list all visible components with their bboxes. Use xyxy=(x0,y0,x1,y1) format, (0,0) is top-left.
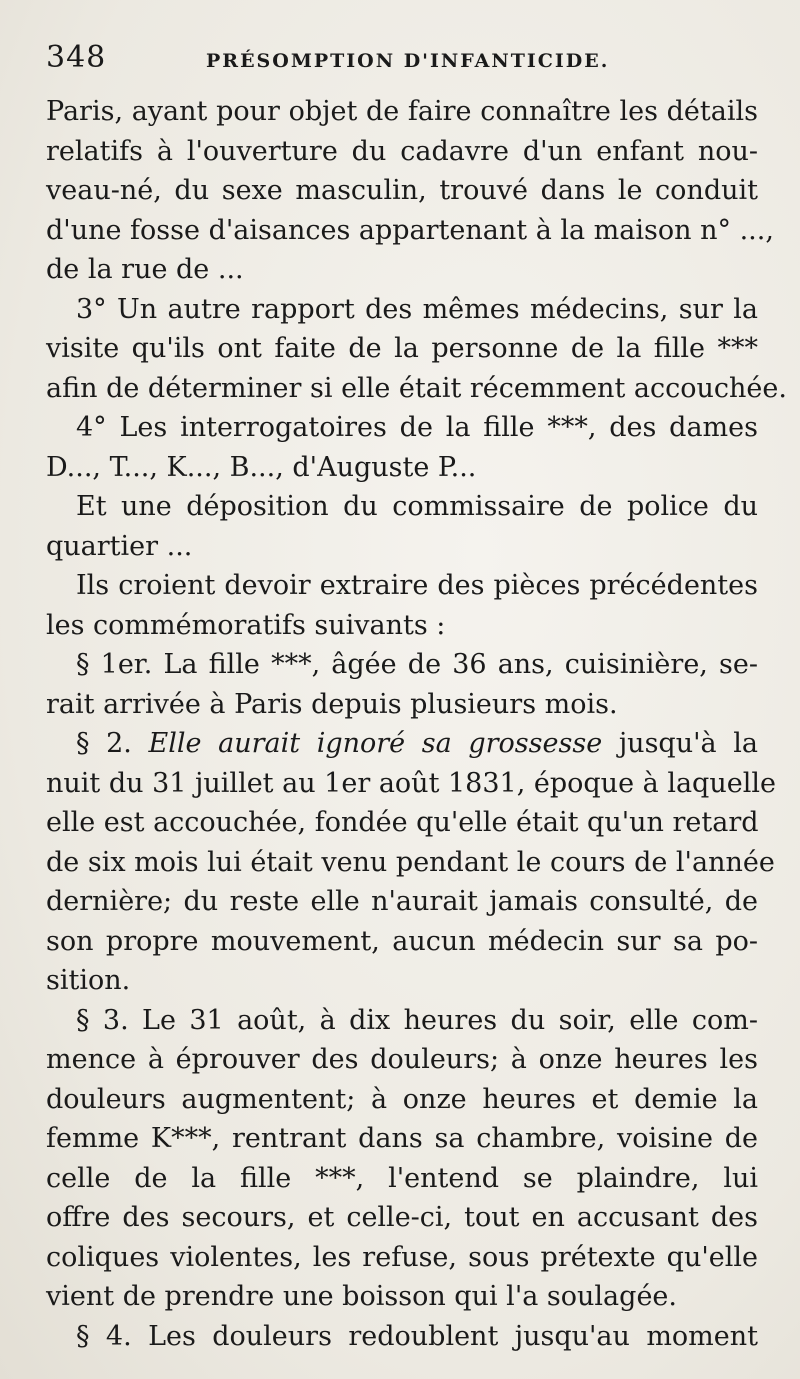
text-line: § 1er. La fille ***, âgée de 36 ans, cuisinière, se- xyxy=(76,649,758,680)
text-line: nuit du 31 juillet au 1er août 1831, époque à laquelle xyxy=(46,767,776,799)
text-line: Paris, ayant pour objet de faire connaître les détails xyxy=(46,96,758,127)
body-text xyxy=(46,92,787,1356)
text-line: Et une déposition du commissaire de police du xyxy=(76,491,758,522)
text-line: § 3. Le 31 août, à dix heures du soir, elle com- xyxy=(76,1004,758,1036)
text-line: § 4. Les douleurs redoublent jusqu'au moment xyxy=(76,1320,758,1352)
text-line: de la rue de ... xyxy=(46,254,244,285)
text-line: dernière; du reste elle n'aurait jamais consulté, de xyxy=(46,886,758,917)
text-line: afin de déterminer si elle était récemment accouchée. xyxy=(46,372,787,404)
running-title: PRÉSOMPTION D'INFANTICIDE. xyxy=(206,50,610,72)
text-line: relatifs à l'ouverture du cadavre d'un enfant nou- xyxy=(46,135,758,167)
text-line: § 2. Elle aurait ignoré sa grossesse jusqu'à la xyxy=(76,728,758,759)
text-line: celle de la fille ***, l'entend se plaindre, lui xyxy=(46,1162,758,1194)
text-line: Ils croient devoir extraire des pièces précédentes xyxy=(76,570,758,601)
text-line: de six mois lui était venu pendant le cours de l'année xyxy=(46,846,775,878)
text-line: 4° Les interrogatoires de la fille ***, des dames xyxy=(76,412,758,443)
text-line: douleurs augmentent; à onze heures et demie la xyxy=(46,1083,758,1115)
italic-phrase: Elle aurait ignoré sa grossesse xyxy=(148,728,603,759)
text-line: offre des secours, et celle-ci, tout en accusant des xyxy=(46,1202,758,1233)
text-line: mence à éprouver des douleurs; à onze heures les xyxy=(46,1044,758,1075)
text-line: son propre mouvement, aucun médecin sur sa po- xyxy=(46,925,758,957)
page-number: 348 xyxy=(46,40,107,75)
text-line: coliques violentes, les refuse, sous prétexte qu'elle xyxy=(46,1241,758,1273)
text-line: quartier ... xyxy=(46,530,193,562)
text-line: 3° Un autre rapport des mêmes médecins, sur la xyxy=(76,293,758,325)
text-line: d'une fosse d'aisances appartenant à la maison n° ..., xyxy=(46,214,774,246)
page-header xyxy=(46,40,766,84)
text-line: vient de prendre une boisson qui l'a soulagée. xyxy=(46,1281,677,1312)
text-line: sition. xyxy=(46,965,131,996)
text-line: veau-né, du sexe masculin, trouvé dans le conduit xyxy=(46,175,758,206)
text-line: elle est accouchée, fondée qu'elle était qu'un retard xyxy=(46,807,759,838)
text-line: rait arrivée à Paris depuis plusieurs mois. xyxy=(46,688,618,720)
text-line: visite qu'ils ont faite de la personne de la fille *** xyxy=(46,333,758,364)
text-line: femme K***, rentrant dans sa chambre, voisine de xyxy=(46,1123,758,1154)
text-line: D..., T..., K..., B..., d'Auguste P... xyxy=(46,451,477,483)
text-line: les commémoratifs suivants : xyxy=(46,609,446,641)
